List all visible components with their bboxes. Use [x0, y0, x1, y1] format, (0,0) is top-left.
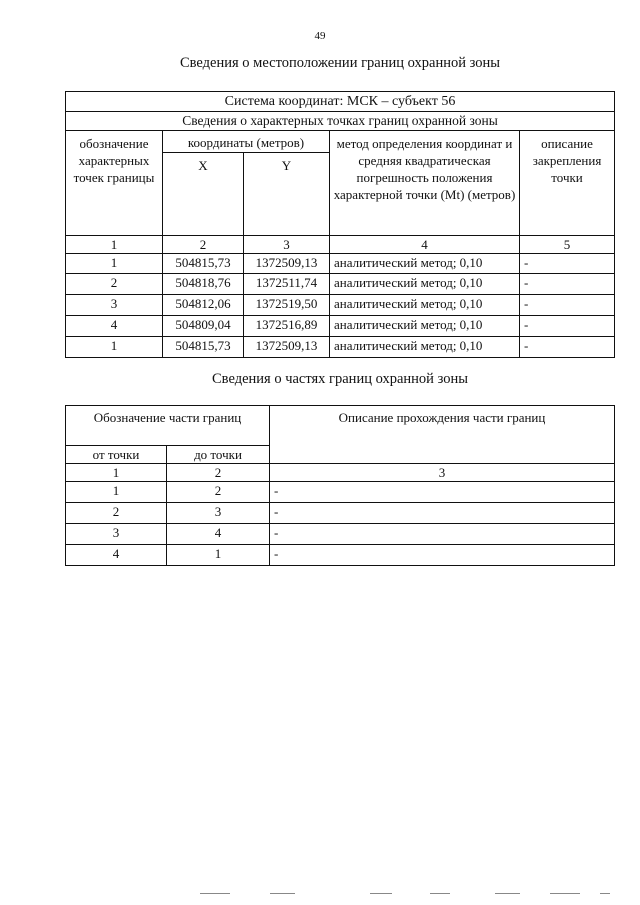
- column-number: 1: [66, 236, 163, 254]
- table-row: [66, 316, 615, 337]
- table-row: [66, 482, 615, 503]
- method-cell: аналитический метод; 0,10: [330, 295, 520, 316]
- from-cell: 2: [66, 503, 167, 524]
- points-subtitle: Сведения о характерных точках границ охранной зоны: [66, 112, 615, 131]
- point-cell: 3: [66, 295, 163, 316]
- method-cell: аналитический метод; 0,10: [330, 254, 520, 274]
- x-cell: 504818,76: [163, 274, 244, 295]
- header-from-point: от точки: [66, 446, 167, 464]
- from-cell: 3: [66, 524, 167, 545]
- to-cell: 3: [167, 503, 270, 524]
- table-row: [66, 295, 615, 316]
- header-method: метод определения координат и средняя квадратическая погрешность положения характерной точки (Mt) (метров): [330, 131, 520, 236]
- x-cell: 504815,73: [163, 337, 244, 358]
- point-cell: 4: [66, 316, 163, 337]
- desc-cell: -: [270, 482, 615, 503]
- x-cell: 504815,73: [163, 254, 244, 274]
- desc-cell: -: [520, 254, 615, 274]
- method-cell: аналитический метод; 0,10: [330, 316, 520, 337]
- header-coordinates: координаты (метров): [163, 131, 330, 153]
- table-row: [66, 503, 615, 524]
- boundary-parts-table: [65, 405, 615, 566]
- column-number: 4: [330, 236, 520, 254]
- y-cell: 1372519,50: [244, 295, 330, 316]
- boundary-points-table: [65, 91, 615, 358]
- header-designation: обозначение характерных точек границы: [66, 131, 163, 236]
- desc-cell: -: [270, 524, 615, 545]
- column-number: 3: [244, 236, 330, 254]
- column-number: 2: [167, 464, 270, 482]
- table-row: [66, 545, 615, 566]
- desc-cell: -: [270, 503, 615, 524]
- header-part-designation: Обозначение части границ: [66, 406, 270, 446]
- page-number: 49: [314, 30, 326, 42]
- y-cell: 1372511,74: [244, 274, 330, 295]
- point-cell: 1: [66, 254, 163, 274]
- coord-system-header: Система координат: МСК – субъект 56: [66, 92, 615, 112]
- table-row: [66, 254, 615, 274]
- desc-cell: -: [520, 337, 615, 358]
- table-row: [66, 337, 615, 358]
- method-cell: аналитический метод; 0,10: [330, 274, 520, 295]
- table-row: [66, 524, 615, 545]
- header-to-point: до точки: [167, 446, 270, 464]
- table-row: [66, 274, 615, 295]
- column-number: 3: [270, 464, 615, 482]
- y-cell: 1372509,13: [244, 337, 330, 358]
- section1-title: Сведения о местоположении границ охранной зоны: [179, 55, 500, 71]
- from-cell: 4: [66, 545, 167, 566]
- to-cell: 4: [167, 524, 270, 545]
- header-part-description: Описание прохождения части границ: [270, 406, 615, 464]
- point-cell: 2: [66, 274, 163, 295]
- column-number: 5: [520, 236, 615, 254]
- header-y: Y: [244, 153, 330, 236]
- x-cell: 504809,04: [163, 316, 244, 337]
- point-cell: 1: [66, 337, 163, 358]
- header-description: описание закрепления точки: [520, 131, 615, 236]
- y-cell: 1372509,13: [244, 254, 330, 274]
- desc-cell: -: [520, 316, 615, 337]
- column-numbers-row: [66, 236, 615, 254]
- y-cell: 1372516,89: [244, 316, 330, 337]
- method-cell: аналитический метод; 0,10: [330, 337, 520, 358]
- x-cell: 504812,06: [163, 295, 244, 316]
- desc-cell: -: [270, 545, 615, 566]
- column-number: 2: [163, 236, 244, 254]
- to-cell: 1: [167, 545, 270, 566]
- column-numbers-row: [66, 464, 615, 482]
- section2-title: Сведения о частях границ охранной зоны: [212, 371, 468, 387]
- from-cell: 1: [66, 482, 167, 503]
- desc-cell: -: [520, 274, 615, 295]
- header-x: X: [163, 153, 244, 236]
- desc-cell: -: [520, 295, 615, 316]
- to-cell: 2: [167, 482, 270, 503]
- scan-artifact-marks: [200, 893, 620, 897]
- column-number: 1: [66, 464, 167, 482]
